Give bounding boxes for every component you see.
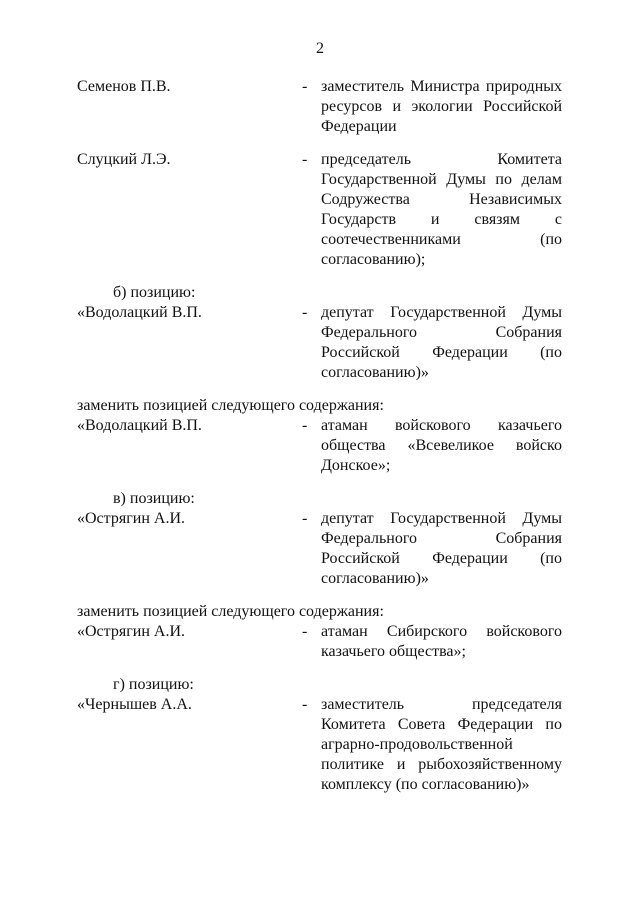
desc-line: комплексу (по согласованию)» bbox=[321, 776, 530, 793]
desc-line: Государственной Думы по делам bbox=[321, 171, 562, 188]
entry-dash: - bbox=[302, 623, 308, 640]
desc-line: атаман войскового казачьего bbox=[321, 417, 562, 434]
desc-line: Государств и связям с bbox=[321, 211, 562, 228]
entry-name: «Водолацкий В.П. bbox=[77, 417, 202, 434]
entry-name: «Водолацкий В.П. bbox=[77, 304, 202, 321]
desc-line: атаман Сибирского войскового bbox=[321, 623, 562, 640]
desc-line: Федерального Собрания bbox=[321, 324, 562, 341]
section-b-new-entry bbox=[77, 416, 562, 476]
desc-line: Федерации bbox=[321, 118, 397, 135]
section-v-replace-text: заменить позицией следующего содержания: bbox=[77, 603, 384, 620]
entry-description bbox=[321, 695, 562, 795]
section-v-new-entry bbox=[77, 622, 562, 662]
desc-line: ресурсов и экологии Российской bbox=[321, 98, 562, 115]
desc-line: заместитель председателя bbox=[321, 696, 562, 713]
entry-description bbox=[321, 150, 562, 270]
entry-dash: - bbox=[302, 417, 308, 434]
entry-dash: - bbox=[302, 304, 308, 321]
desc-line: Российской Федерации (по bbox=[321, 344, 562, 361]
section-g-label: г) позицию: bbox=[113, 676, 194, 693]
section-g-old-entry bbox=[77, 695, 562, 795]
entry-slutsky bbox=[77, 150, 562, 270]
desc-line: депутат Государственной Думы bbox=[321, 510, 562, 527]
desc-line: согласованию)» bbox=[321, 570, 429, 587]
desc-line: Российской Федерации (по bbox=[321, 550, 562, 567]
entry-name: «Острягин А.И. bbox=[77, 623, 185, 640]
entry-name: Семенов П.В. bbox=[77, 78, 171, 95]
section-b-label: б) позицию: bbox=[113, 284, 196, 301]
entry-dash: - bbox=[302, 151, 308, 168]
section-b-replace-text: заменить позицией следующего содержания: bbox=[77, 397, 384, 414]
desc-line: общества «Всевеликое войско bbox=[321, 437, 562, 454]
desc-line: председатель Комитета bbox=[321, 151, 562, 168]
desc-line: политике и рыбохозяйственному bbox=[321, 756, 562, 773]
entry-description bbox=[321, 622, 562, 662]
desc-line: Комитета Совета Федерации по bbox=[321, 716, 562, 733]
desc-line: депутат Государственной Думы bbox=[321, 304, 562, 321]
desc-line: согласованию)» bbox=[321, 364, 429, 381]
desc-line: Федерального Собрания bbox=[321, 530, 562, 547]
entry-description bbox=[321, 509, 562, 589]
desc-line: согласованию); bbox=[321, 251, 426, 268]
desc-line: казачьего общества»; bbox=[321, 643, 466, 660]
section-b-old-entry bbox=[77, 303, 562, 383]
entry-name: «Острягин А.И. bbox=[77, 510, 185, 527]
entry-name: «Чернышев А.А. bbox=[77, 696, 192, 713]
section-v-old-entry bbox=[77, 509, 562, 589]
desc-line: аграрно-продовольственной bbox=[321, 736, 513, 753]
desc-line: соотечественниками (по bbox=[321, 231, 562, 248]
entry-dash: - bbox=[302, 696, 308, 713]
entry-semenov bbox=[77, 77, 562, 137]
entry-name: Слуцкий Л.Э. bbox=[77, 151, 171, 168]
entry-description bbox=[321, 416, 562, 476]
desc-line: Донское»; bbox=[321, 457, 391, 474]
section-v-label: в) позицию: bbox=[113, 490, 195, 507]
entry-description bbox=[321, 77, 562, 137]
page-number: 2 bbox=[316, 40, 324, 57]
entry-description bbox=[321, 303, 562, 383]
desc-line: Содружества Независимых bbox=[321, 191, 562, 208]
entry-dash: - bbox=[302, 78, 308, 95]
entry-dash: - bbox=[302, 510, 308, 527]
desc-line: заместитель Министра природных bbox=[321, 78, 562, 95]
document-body bbox=[77, 77, 562, 808]
